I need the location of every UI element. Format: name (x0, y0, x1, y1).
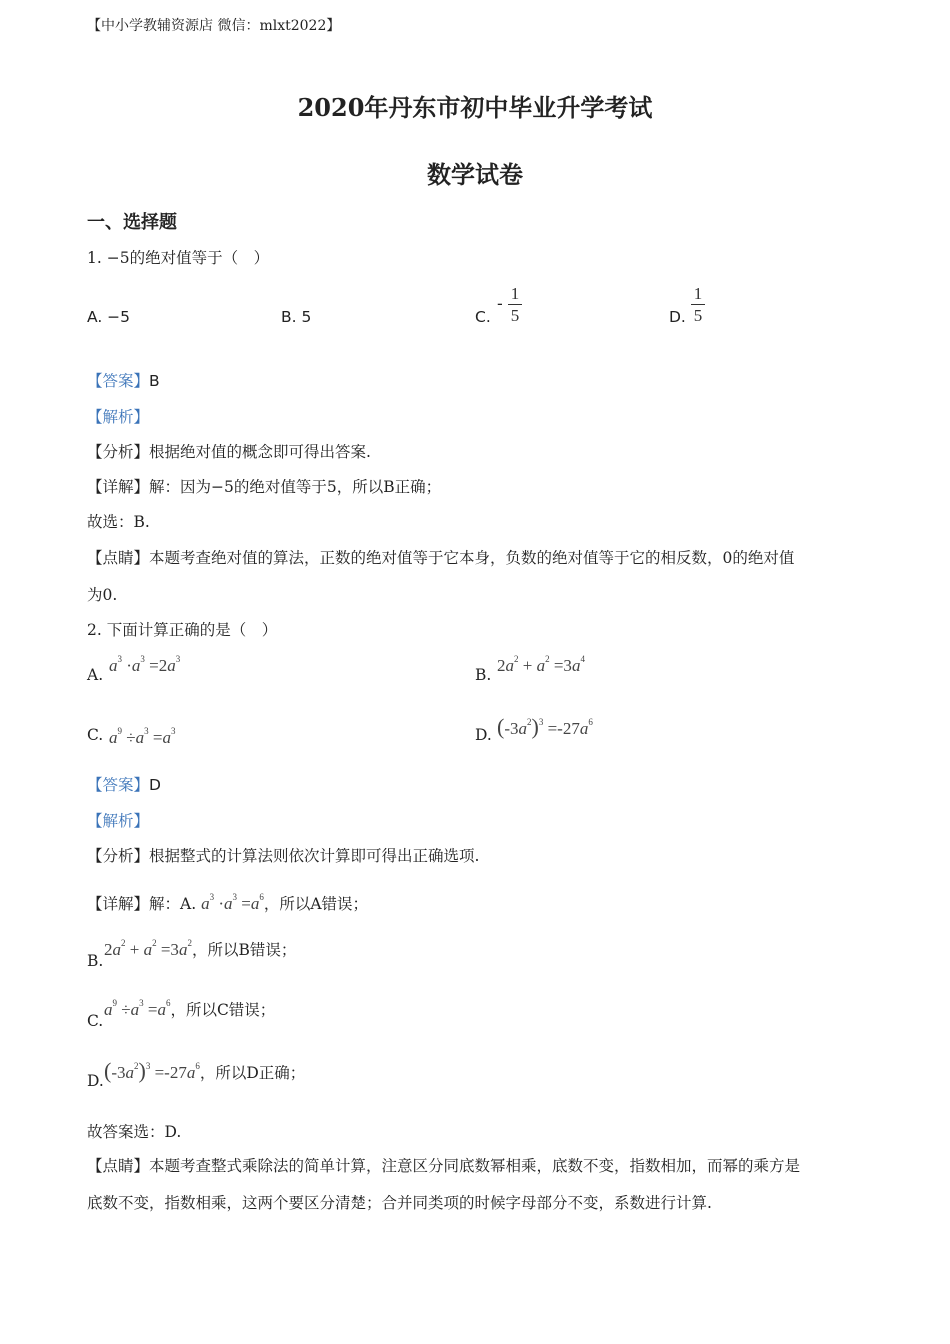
page-header: 【中小学教辅资源店 微信：mlxt2022】 (87, 18, 341, 34)
q1-option-c-denominator: 5 (510, 306, 520, 325)
q1-option-b: B. 5 (281, 308, 312, 326)
q1-fenxi: 【分析】根据绝对值的概念即可得出答案. (87, 443, 371, 461)
q2-detail-c (104, 998, 275, 1020)
q1-option-a: A. −5 (87, 308, 131, 326)
q2-option-c-label: C. (87, 726, 104, 744)
exam-subtitle: 数学试卷 (427, 160, 523, 189)
q2-detail-b-lead: B. (87, 952, 104, 970)
fraction-bar (508, 304, 522, 305)
exam-title: 2020年丹东市初中毕业升学考试 (297, 93, 653, 122)
q2-option-a-formula: $a^3 \cdot a^3 =2a^3$ (109, 654, 181, 675)
q1-option-d-numerator: 1 (693, 284, 703, 303)
q2-dianjing-line2: 底数不变，指数相乘，这两个要区分清楚；合并同类项的时候字母部分不变，系数进行计算. (87, 1194, 712, 1212)
q2-option-d-label: D. (475, 726, 492, 744)
q2-stem: 2. 下面计算正确的是（ ） (87, 621, 278, 639)
q2-detail-a-tail: ，所以A错误； (263, 895, 369, 913)
q2-option-a-label: A. (87, 666, 104, 684)
section-heading: 一、选择题 (87, 212, 177, 233)
q2-detail-c-tail: ，所以C错误； (170, 1001, 276, 1019)
q1-stem: 1. −5的绝对值等于（ ） (87, 249, 270, 267)
q1-detail: 【详解】解：因为−5的绝对值等于5，所以B正确； (87, 478, 442, 496)
answer-value: D (149, 776, 161, 794)
q1-option-d-denominator: 5 (693, 306, 703, 325)
q2-option-b-formula: $2a^2 + a^2 =3a^4$ (497, 654, 585, 675)
q2-detail-lead: 【详解】解：A. (87, 895, 197, 913)
q1-option-c-label: C. (475, 308, 491, 326)
fraction-bar (691, 304, 705, 305)
q1-option-c-fraction (508, 284, 522, 325)
q2-analysis-tag: 【解析】 (87, 812, 150, 830)
q2-detail-c-formula: $a^9 \div a^3 =a^6$ (104, 998, 171, 1019)
q2-detail-b-formula: $2a^2 + a^2 =3a^2$ (104, 938, 192, 959)
q2-detail-d-formula: $(-3a^2)^3 =-27a^6$ (104, 1058, 200, 1083)
q1-answer (87, 369, 160, 391)
q2-detail-c-lead: C. (87, 1012, 104, 1030)
q2-detail-b-tail: ，所以B错误； (191, 941, 297, 959)
q1-dianjing-line2: 为0. (87, 586, 118, 604)
q2-detail-a-formula: $a^3 \cdot a^3 =a^6$ (201, 892, 264, 913)
q1-analysis-tag: 【解析】 (87, 408, 150, 426)
q1-choose: 故选：B. (87, 513, 150, 531)
q2-detail-d-lead: D. (87, 1072, 104, 1090)
q2-option-d-formula: $(-3a^2)^3 =-27a^6$ (497, 714, 593, 739)
q2-answer (87, 773, 161, 795)
q2-choose: 故答案选：D. (87, 1123, 182, 1141)
q1-option-c-sign: - (497, 294, 503, 314)
q1-option-c-numerator: 1 (510, 284, 520, 303)
q2-detail-b (104, 938, 296, 960)
q2-detail-d (104, 1058, 305, 1084)
q2-detail-a (87, 892, 368, 914)
q1-option-d-fraction (691, 284, 705, 325)
q2-option-b-label: B. (475, 666, 492, 684)
q2-option-c-formula: $a^9 \div a^3 =a^3$ (109, 726, 176, 747)
q1-option-d-label: D. (669, 308, 686, 326)
answer-value: B (149, 372, 160, 390)
q2-dianjing-line1: 【点睛】本题考查整式乘除法的简单计算，注意区分同底数幂相乘，底数不变，指数相加，而幂的乘方是 (87, 1157, 801, 1175)
q1-dianjing-line1: 【点睛】本题考查绝对值的算法，正数的绝对值等于它本身，负数的绝对值等于它的相反数，0的绝对值 (87, 549, 795, 567)
answer-tag: 【答案】 (87, 372, 150, 390)
q2-fenxi: 【分析】根据整式的计算法则依次计算即可得出正确选项. (87, 847, 480, 865)
answer-tag: 【答案】 (87, 776, 150, 794)
q2-detail-d-tail: ，所以D正确； (199, 1064, 306, 1082)
